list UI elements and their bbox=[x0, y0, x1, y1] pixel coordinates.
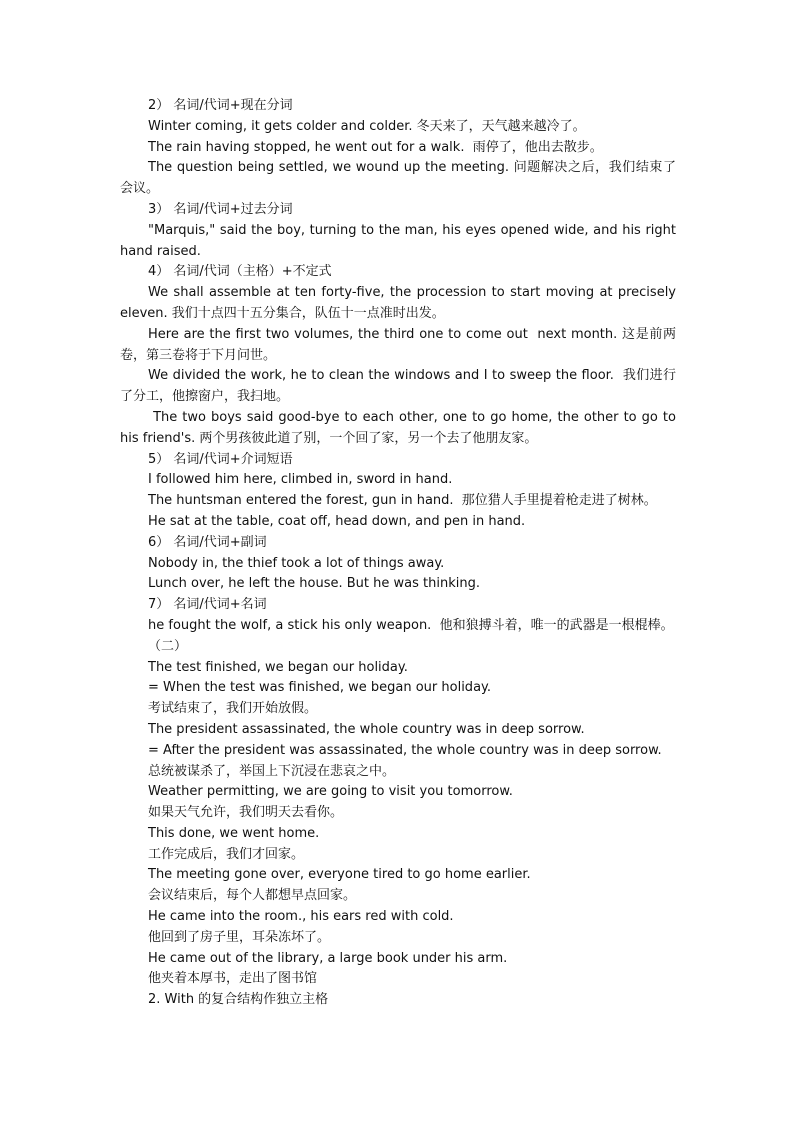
document-body bbox=[120, 96, 681, 1011]
section-heading: 2. With 的复合结构作独立主格 bbox=[148, 992, 329, 1008]
example-sentence: = When the test was finished, we began our holiday. bbox=[148, 680, 492, 696]
example-sentence: The huntsman entered the forest, gun in hand. 那位猎人手里提着枪走进了树林。 bbox=[148, 493, 657, 509]
example-sentence: The rain having stopped, he went out for a walk. 雨停了，他出去散步。 bbox=[148, 139, 603, 155]
section-heading: 3） 名词/代词+过去分词 bbox=[148, 201, 293, 217]
example-sentence: he fought the wolf, a stick his only weapon. 他和狼搏斗着，唯一的武器是一根棍棒。 bbox=[148, 617, 674, 633]
translation: 如果天气允许，我们明天去看你。 bbox=[148, 805, 344, 821]
example-sentence: Nobody in, the thief took a lot of things away. bbox=[148, 555, 445, 571]
example-sentence: We divided the work, he to clean the windows and I to sweep the floor. 我们进行了分工，他擦窗户，我扫地。 bbox=[120, 368, 676, 405]
section-heading: 4） 名词/代词（主格）+不定式 bbox=[148, 264, 332, 280]
section-heading: （二） bbox=[148, 638, 188, 654]
example-sentence: He sat at the table, coat off, head down, and pen in hand. bbox=[148, 513, 526, 529]
translation: 总统被谋杀了，举国上下沉浸在悲哀之中。 bbox=[148, 763, 396, 779]
example-sentence: The meeting gone over, everyone tired to go home earlier. bbox=[148, 867, 531, 883]
example-sentence: The two boys said good-bye to each other, one to go home, the other to go to his friend's. 两个男孩彼此道了别，一个回了家，另一个去了他朋友家。 bbox=[120, 409, 681, 446]
example-sentence: The question being settled, we wound up the meeting. 问题解决之后，我们结束了会议。 bbox=[120, 160, 676, 197]
section-heading: 2） 名词/代词+现在分词 bbox=[148, 98, 293, 113]
example-sentence: The test finished, we began our holiday. bbox=[148, 659, 408, 675]
example-sentence: He came out of the library, a large book under his arm. bbox=[148, 950, 508, 966]
translation: 工作完成后，我们才回家。 bbox=[148, 846, 305, 862]
example-sentence: Winter coming, it gets colder and colder. 冬天来了，天气越来越冷了。 bbox=[148, 118, 586, 134]
translation: 会议结束后，每个人都想早点回家。 bbox=[148, 888, 357, 904]
example-sentence: Weather permitting, we are going to visit you tomorrow. bbox=[148, 784, 513, 800]
example-sentence: Lunch over, he left the house. But he was thinking. bbox=[148, 576, 480, 592]
translation: 他回到了房子里，耳朵冻坏了。 bbox=[148, 929, 331, 945]
example-sentence: We shall assemble at ten forty-five, the procession to start moving at precisely eleven. 我们十点四十五分集合，队伍十一点准时出发。 bbox=[120, 285, 681, 321]
example-sentence: I followed him here, climbed in, sword in hand. bbox=[148, 472, 453, 488]
translation: 他夹着本厚书，走出了图书馆 bbox=[148, 971, 318, 987]
example-sentence: This done, we went home. bbox=[148, 825, 320, 841]
section-heading: 6） 名词/代词+副词 bbox=[148, 534, 267, 550]
translation: 考试结束了，我们开始放假。 bbox=[148, 701, 318, 717]
example-sentence: He came into the room., his ears red with cold. bbox=[148, 909, 454, 925]
section-heading: 5） 名词/代词+介词短语 bbox=[148, 451, 293, 467]
section-heading: 7） 名词/代词+名词 bbox=[148, 597, 267, 613]
example-sentence: Here are the first two volumes, the third one to come out next month. 这是前两卷，第三卷将于下月问世。 bbox=[120, 326, 676, 363]
example-sentence: The president assassinated, the whole country was in deep sorrow. bbox=[148, 721, 585, 737]
example-sentence: = After the president was assassinated, the whole country was in deep sorrow. bbox=[148, 742, 662, 758]
example-sentence: "Marquis," said the boy, turning to the man, his eyes opened wide, and his right hand raised. bbox=[120, 222, 681, 259]
